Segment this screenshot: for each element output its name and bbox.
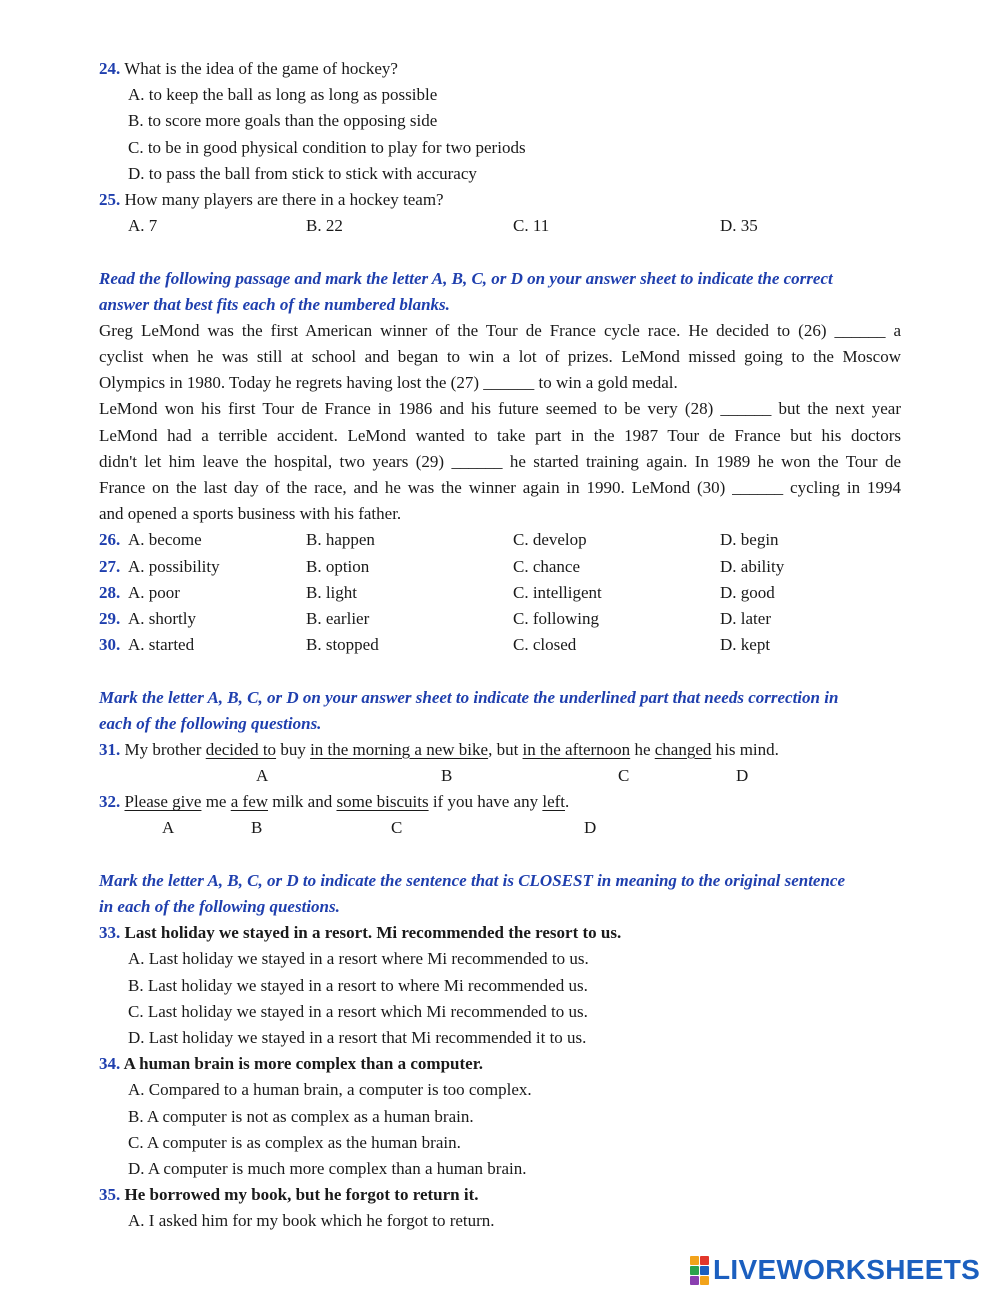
option-34-c[interactable]: C. A computer is as complex as the human brain. [128,1132,461,1152]
part-31-b[interactable]: in the morning a new bike [310,739,489,759]
part-32-d[interactable]: left [542,792,566,812]
option-34-d[interactable]: D. A computer is much more complex than a human brain. [128,1158,527,1178]
part-31-c[interactable]: in the afternoon [522,739,631,759]
option-26-d[interactable]: D. begin [720,530,779,550]
option-33-a[interactable]: A. Last holiday we stayed in a resort where Mi recommended to us. [128,949,589,969]
options-25 [99,213,901,239]
option-27-a[interactable]: A. possibility [128,556,220,576]
option-27-c[interactable]: C. chance [513,556,581,576]
option-24-c[interactable]: C. to be in good physical condition to play for two periods [128,137,526,157]
logo-block-icon [700,1266,709,1275]
question-34: 34. A human brain is more complex than a computer. [99,1054,483,1074]
question-32: 32. Please give me a few milk and some biscuits if you have any left. [99,792,570,812]
option-29-c[interactable]: C. following [513,608,599,628]
question-31: 31. My brother decided to buy in the morning a new bike, but in the afternoon he changed his mind. [99,739,779,759]
option-34-a[interactable]: A. Compared to a human brain, a computer is too complex. [128,1080,532,1100]
option-33-b[interactable]: B. Last holiday we stayed in a resort to where Mi recommended us. [128,975,588,995]
logo-block-icon [690,1276,699,1285]
label-31-a: A [256,766,269,786]
option-30-d[interactable]: D. kept [720,635,771,655]
option-34-b[interactable]: B. A computer is not as complex as a human brain. [128,1106,474,1126]
logo-mark-icon [690,1256,709,1285]
option-27-d[interactable]: D. ability [720,556,785,576]
option-26-a[interactable]: A. become [128,530,202,550]
option-33-d[interactable]: D. Last holiday we stayed in a resort that Mi recommended it to us. [128,1027,587,1047]
logo-block-icon [700,1276,709,1285]
option-30-c[interactable]: C. closed [513,635,577,655]
option-26-c[interactable]: C. develop [513,530,587,550]
option-28-a[interactable]: A. poor [128,582,180,602]
passage: Greg LeMond was the first American winner of the Tour de France cycle race. He decided to (26) ______ a cyclist when he was still at school and began to win a lot of prizes. LeMond missed going to the Moscow Olympics in 1980. Today he regrets having lost the (27) ______ to win a gold medal. LeMond won his first Tour de France in 1986 and his future seemed to be very (28) ______ but the next year LeMond had a terrible accident. LeMond wanted to take part in the 1987 Tour de France but his doctors didn't let him leave the hospital, two years (29) ______ he started training again. In 1989 he won the Tour de France on the last day of the race, and he was the winner again in 1990. LeMond (30) ______ cycling in 1994 and opened a sports business with his father. [99,320,901,524]
labels-32 [99,815,901,841]
option-28-b[interactable]: B. light [306,582,358,602]
question-30: 30. A. started B. stopped C. closed D. kept [99,632,901,658]
option-33-c[interactable]: C. Last holiday we stayed in a resort which Mi recommended to us. [128,1001,588,1021]
option-30-a[interactable]: A. started [128,635,195,655]
label-32-b: B [251,818,263,838]
question-28: 28. A. poor B. light C. intelligent D. good [99,580,901,606]
part-32-c[interactable]: some biscuits [336,792,429,812]
option-25-c[interactable]: C. 11 [513,216,550,236]
logo-block-icon [700,1256,709,1265]
section-1-instruction: Read the following passage and mark the letter A, B, C, or D on your answer sheet to indicate the correct answer that best fits each of the numbered blanks. [99,268,833,314]
option-25-b[interactable]: B. 22 [306,216,343,236]
logo-block-icon [690,1266,699,1275]
label-31-d: D [736,766,749,786]
part-32-b[interactable]: a few [230,792,269,812]
option-29-b[interactable]: B. earlier [306,608,370,628]
question-33: 33. Last holiday we stayed in a resort. Mi recommended the resort to us. [99,923,622,943]
label-31-b: B [441,766,453,786]
label-32-d: D [584,818,597,838]
section-3-instruction: Mark the letter A, B, C, or D to indicate the sentence that is CLOSEST in meaning to the original sentence in each of the following questions. [99,870,846,916]
question-27: 27. A. possibility B. option C. chance D. ability [99,554,901,580]
label-32-a: A [162,818,175,838]
option-35-a[interactable]: A. I asked him for my book which he forgot to return. [128,1211,495,1231]
liveworksheets-logo[interactable] [690,1254,980,1286]
option-24-b[interactable]: B. to score more goals than the opposing side [128,111,438,131]
option-29-d[interactable]: D. later [720,608,771,628]
option-25-d[interactable]: D. 35 [720,216,758,236]
label-31-c: C [618,766,630,786]
question-26: 26. A. become B. happen C. develop D. begin [99,527,901,553]
part-32-a[interactable]: Please give [124,792,202,812]
question-25: 25. How many players are there in a hockey team? [99,189,444,209]
option-24-d[interactable]: D. to pass the ball from stick to stick with accuracy [128,163,477,183]
question-29: 29. A. shortly B. earlier C. following D. later [99,606,901,632]
option-25-a[interactable]: A. 7 [128,216,158,236]
option-26-b[interactable]: B. happen [306,530,375,550]
option-28-d[interactable]: D. good [720,582,775,602]
option-24-a[interactable]: A. to keep the ball as long as long as possible [128,85,438,105]
part-31-a[interactable]: decided to [205,739,277,759]
option-30-b[interactable]: B. stopped [306,635,379,655]
section-2-instruction: Mark the letter A, B, C, or D on your answer sheet to indicate the underlined part that needs correction in each of the following questions. [99,687,839,733]
labels-31 [99,763,901,789]
option-28-c[interactable]: C. intelligent [513,582,602,602]
logo-text: LIVEWORKSHEETS [713,1254,981,1285]
logo-block-icon [690,1256,699,1265]
label-32-c: C [391,818,403,838]
question-24: 24. What is the idea of the game of hockey? [99,59,398,78]
option-29-a[interactable]: A. shortly [128,608,196,628]
worksheet-page [99,56,901,1234]
question-35: 35. He borrowed my book, but he forgot to return it. [99,1185,479,1205]
option-27-b[interactable]: B. option [306,556,370,576]
part-31-d[interactable]: changed [654,739,712,759]
